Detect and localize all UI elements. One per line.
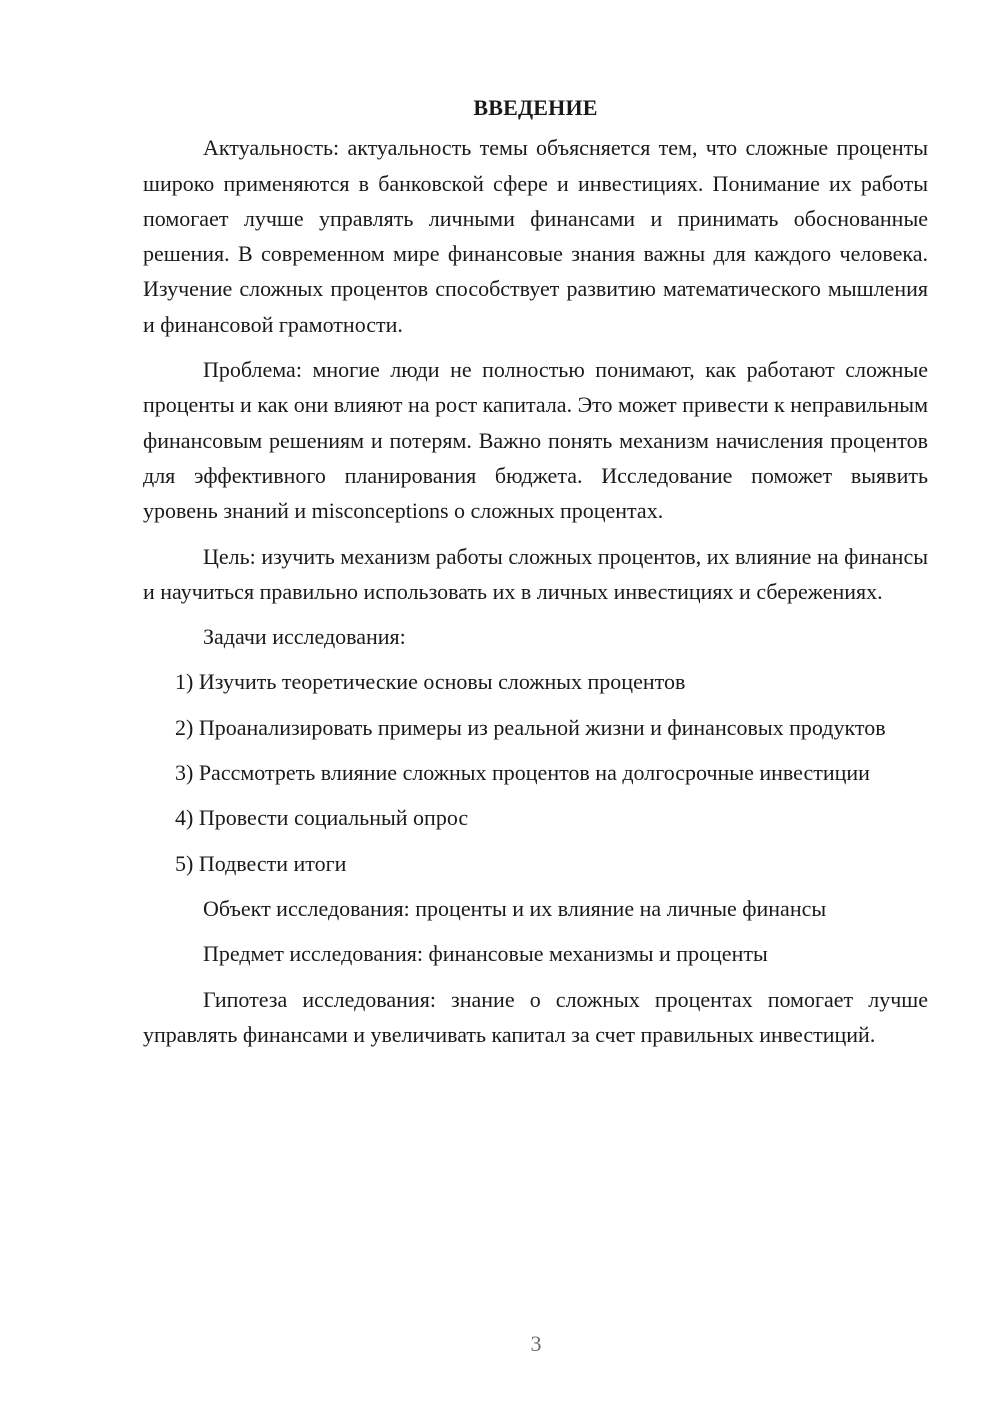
page-number: 3 — [530, 1331, 542, 1356]
document-page — [143, 90, 928, 1062]
task-item-2: 2) Проанализировать примеры из реальной жизни и финансовых продуктов — [175, 714, 886, 740]
relevance-paragraph: Актуальность: актуальность темы объясняется тем, что сложные проценты широко применяются в банковской сфере и инвестициях. Понимание их работы помогает лучше управлять личными финансами и принимать обоснованные решения. В современном мире финансовые знания важны для каждого человека. Изучение сложных процентов способствует развитию математического мышления и финансовой грамотности. — [143, 135, 928, 337]
page-title: ВВЕДЕНИЕ — [473, 95, 598, 120]
research-object: Объект исследования: проценты и их влияние на личные финансы — [203, 895, 827, 921]
research-hypothesis: Гипотеза исследования: знание о сложных процентах помогает лучше управлять финансами и увеличивать капитал за счет правильных инвестиций. — [143, 986, 928, 1047]
task-item-4: 4) Провести социальный опрос — [175, 805, 469, 831]
research-subject: Предмет исследования: финансовые механизмы и проценты — [203, 941, 768, 967]
task-item-1: 1) Изучить теоретические основы сложных процентов — [175, 669, 686, 695]
problem-paragraph: Проблема: многие люди не полностью понимают, как работают сложные проценты и как они влияют на рост капитала. Это может привести к неправильным финансовым решениям и потерям. Важно понять механизм начисления процентов для эффективного планирования бюджета. Исследование поможет выявить уровень знаний и misconceptions о сложных процентах. — [143, 357, 928, 524]
tasks-heading: Задачи исследования: — [203, 624, 406, 650]
goal-paragraph: Цель: изучить механизм работы сложных процентов, их влияние на финансы и научиться правильно использовать их в личных инвестициях и сбережениях. — [143, 543, 928, 604]
task-item-3: 3) Рассмотреть влияние сложных процентов на долгосрочные инвестиции — [175, 760, 870, 786]
task-item-5: 5) Подвести итоги — [175, 850, 347, 876]
